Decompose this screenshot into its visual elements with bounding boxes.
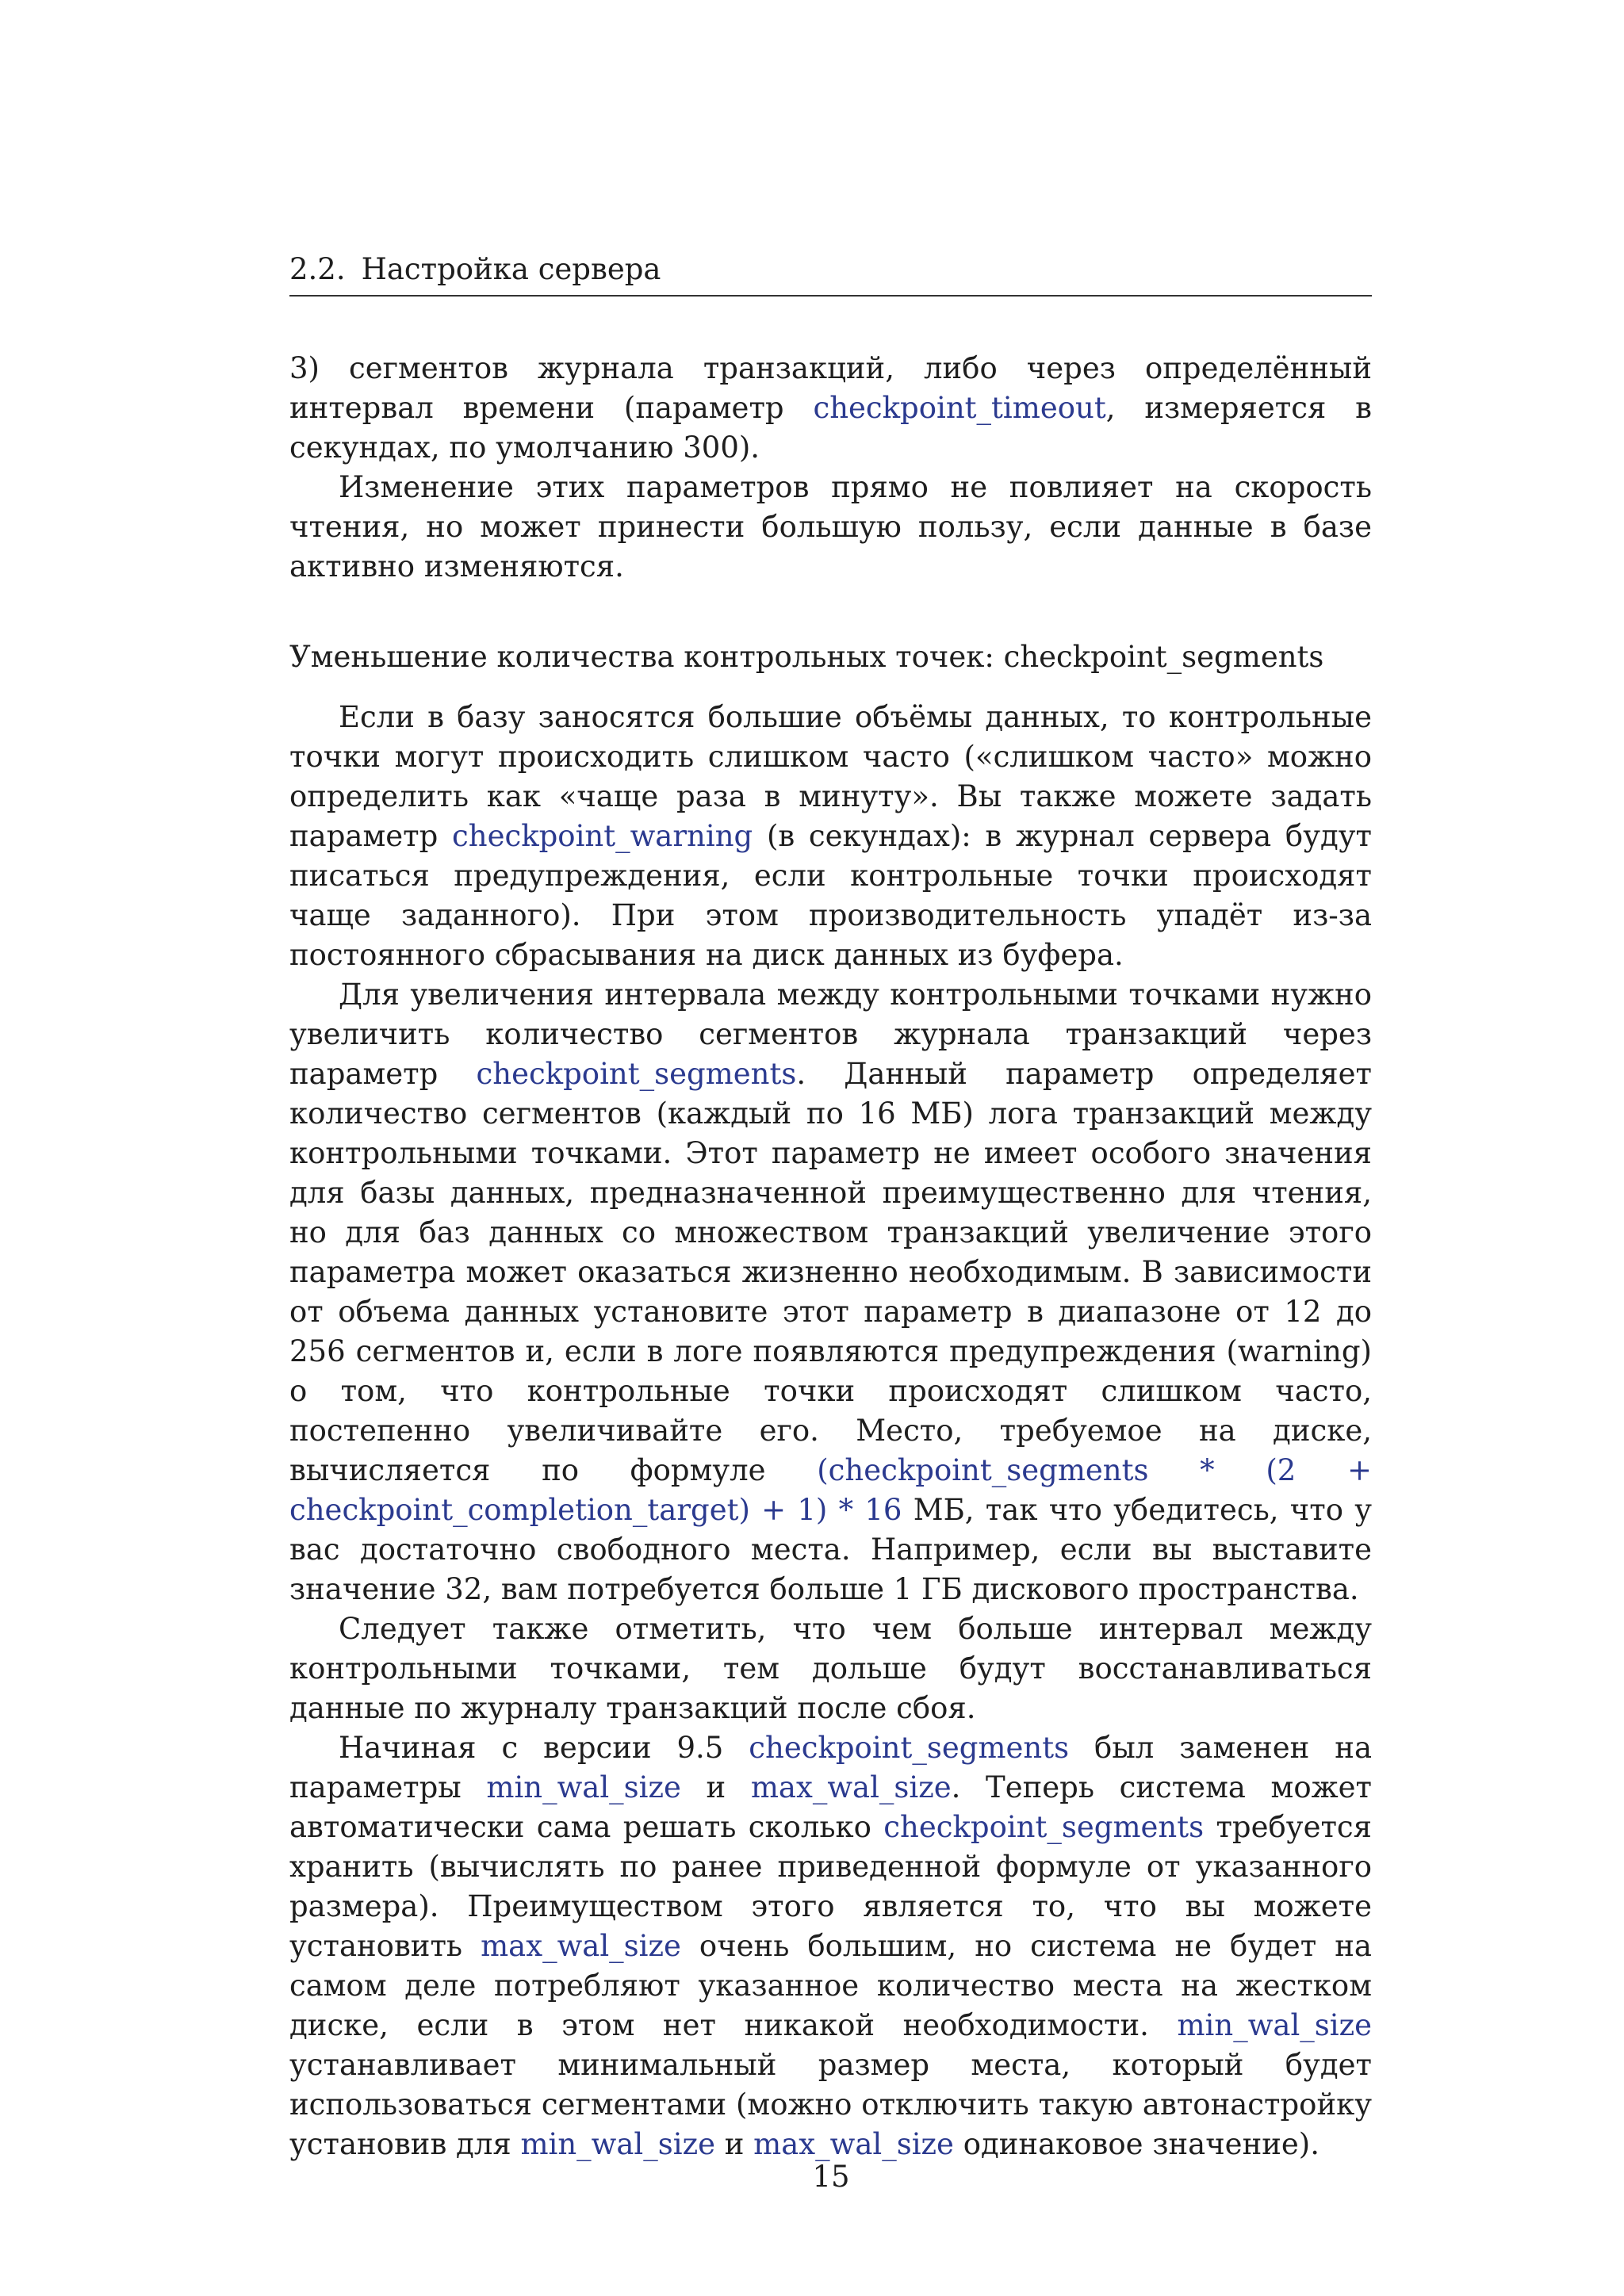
page-number: 15: [812, 2160, 850, 2194]
param-checkpoint-segments: checkpoint_segments: [476, 1057, 797, 1091]
paragraph-2: Изменение этих параметров прямо не повлияет на скорость чтения, но может принести большую пользу, если данные в базе активно изменяются.: [289, 470, 1372, 584]
section-title: Настройка сервера: [361, 252, 661, 286]
param-min-wal-size: min_wal_size: [1177, 2008, 1372, 2042]
param-checkpoint-warning: checkpoint_warning: [452, 819, 753, 853]
paragraph-6: Начиная с версии 9.5 checkpoint_segments был заменен на параметры min_wal_size и max_wal_size. Теперь система может автоматически сама решать сколько checkpoint_segments требуется хранить (вычислять по ранее приведенной формуле от указанного размера). Преимуществом этого является то, что вы можете установить max_wal_size очень большим, но система не будет на самом деле потребляют указанное количество места на жестком диске, если в этом нет никакой необходимости. min_wal_size устанавливает минимальный размер места, который будет использоваться сегментами (можно отключить такую автонастройку установив для min_wal_size и max_wal_size одинаковое значение).: [289, 1731, 1372, 2161]
param-max-wal-size: max_wal_size: [750, 1770, 952, 1804]
paragraph-4: Для увеличения интервала между контрольными точками нужно увеличить количество сегментов журнала транзакций через параметр checkpoint_segments. Данный параметр определяет количество сегментов (каждый по 16 МБ) лога транзакций между контрольными точками. Этот параметр не имеет особого значения для базы данных, предназначенной преимущественно для чтения, но для баз данных со множеством транзакций увеличение этого параметра может оказаться жизненно необходимым. В зависимости от объема данных установите этот параметр в диапазоне от 12 до 256 сегментов и, если в логе появляются предупреждения (warning) о том, что контрольные точки происходят слишком часто, постепенно увеличивайте его. Место, требуемое на диске, вычисляется по формуле (checkpoint_segments * (2 + checkpoint_completion_target) + 1) * 16 МБ, так что убедитесь, что у вас достаточно свободного места. Например, если вы выставите значение 32, вам потребуется больше 1 ГБ дискового пространства.: [289, 978, 1372, 1606]
param-checkpoint-timeout: checkpoint_timeout: [813, 391, 1106, 425]
running-header: [289, 252, 1372, 297]
param-checkpoint-segments: checkpoint_segments: [883, 1810, 1205, 1844]
section-number: 2.2.: [289, 252, 346, 286]
paragraph-1: 3) сегментов журнала транзакций, либо через определённый интервал времени (параметр checkpoint_timeout, измеряется в секундах, по умолчанию 300).: [289, 351, 1372, 465]
formula: (checkpoint_segments * (2 + checkpoint_completion_target) + 1) * 16: [289, 1453, 1372, 1527]
param-min-wal-size: min_wal_size: [486, 1770, 681, 1804]
page-body: [289, 349, 1372, 2164]
paragraph-5: Следует также отметить, что чем больше интервал между контрольными точками, тем дольше будут восстанавливаться данные по журналу транзакций после сбоя.: [289, 1612, 1372, 1725]
param-max-wal-size: max_wal_size: [481, 1929, 681, 1963]
subsection-heading: Уменьшение количества контрольных точек: checkpoint_segments: [289, 640, 1324, 674]
paragraph-3: Если в базу заносятся большие объёмы данных, то контрольные точки могут происходить слишком часто («слишком часто» можно определить как «чаще раза в минуту». Вы также можете задать параметр checkpoint_warning (в секундах): в журнал сервера будут писаться предупреждения, если контрольные точки происходят чаще заданного). При этом производительность упадёт из-за постоянного сбрасывания на диск данных из буфера.: [289, 700, 1372, 972]
param-max-wal-size: max_wal_size: [753, 2127, 954, 2161]
param-min-wal-size: min_wal_size: [520, 2127, 715, 2161]
param-checkpoint-segments: checkpoint_segments: [749, 1731, 1070, 1765]
